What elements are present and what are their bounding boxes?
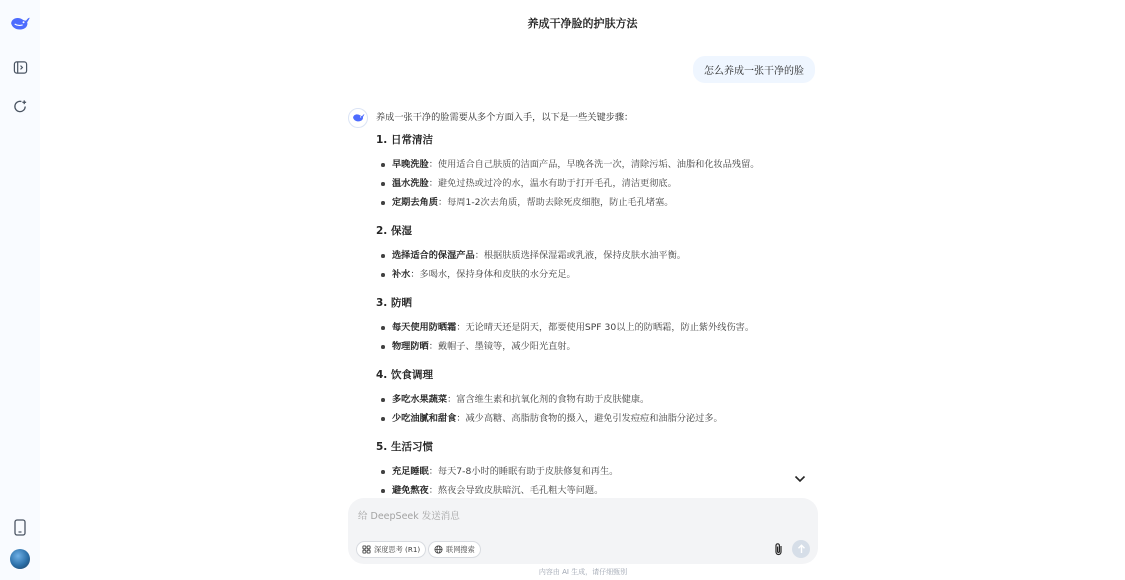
- section-list: [376, 155, 816, 212]
- globe-icon: [434, 545, 443, 554]
- item-term: 避免熬夜: [392, 485, 429, 496]
- list-item: [376, 462, 816, 481]
- section-heading: 5. 生活习惯: [376, 441, 433, 453]
- list-item: [376, 318, 816, 337]
- section-heading: 4. 饮食调理: [376, 369, 433, 381]
- item-term: 温水洗脸: [392, 178, 429, 189]
- open-sidebar-icon[interactable]: [9, 56, 31, 78]
- list-item: [376, 155, 816, 174]
- section-heading: 1. 日常清洁: [376, 134, 433, 146]
- list-item: [376, 174, 816, 193]
- attach-file-button[interactable]: [770, 541, 786, 557]
- deepseek-logo-icon[interactable]: [9, 13, 31, 35]
- section-heading: 3. 防晒: [376, 297, 412, 309]
- section-list: [376, 462, 816, 496]
- mobile-app-icon[interactable]: [9, 516, 31, 538]
- user-message: 怎么养成一张干净的脸: [693, 56, 815, 83]
- item-term: 每天使用防晒霜: [392, 322, 457, 333]
- item-term: 充足睡眠: [392, 466, 429, 477]
- list-item: [376, 409, 816, 428]
- section-list: [376, 390, 816, 428]
- item-term: 选择适合的保湿产品: [392, 250, 475, 261]
- scroll-to-bottom-button[interactable]: [790, 469, 810, 489]
- deep-think-icon: [362, 545, 371, 554]
- message-input[interactable]: [356, 506, 800, 532]
- item-text: ：无论晴天还是阴天，都要使用SPF 30以上的防晒霜，防止紫外线伤害。: [456, 322, 755, 333]
- list-item: [376, 390, 816, 409]
- item-term: 物理防晒: [392, 341, 429, 352]
- list-item: [376, 246, 816, 265]
- item-text: ：避免过热或过冷的水，温水有助于打开毛孔，清洁更彻底。: [428, 178, 677, 189]
- item-term: 早晚洗脸: [392, 159, 429, 170]
- arrow-up-icon: [797, 544, 806, 554]
- web-search-label: 联网搜索: [446, 544, 475, 554]
- list-item: [376, 481, 816, 496]
- answer-intro: 养成一张干净的脸需要从多个方面入手，以下是一些关键步骤：: [376, 112, 634, 123]
- deep-think-button[interactable]: [356, 541, 426, 558]
- paperclip-icon: [773, 542, 784, 556]
- item-term: 多吃水果蔬菜: [392, 394, 448, 405]
- assistant-avatar-icon: [348, 108, 368, 128]
- section-list: [376, 246, 816, 284]
- web-search-button[interactable]: [428, 541, 481, 558]
- item-text: ：减少高糖、高脂肪食物的摄入，避免引发痘痘和油脂分泌过多。: [456, 413, 723, 424]
- chat-title: 养成干净脸的护肤方法: [527, 17, 638, 30]
- section-list: [376, 318, 816, 356]
- item-text: ：富含维生素和抗氧化剂的食物有助于皮肤健康。: [447, 394, 650, 405]
- new-chat-icon[interactable]: [9, 95, 31, 117]
- item-text: ：根据肤质选择保湿霜或乳液，保持皮肤水油平衡。: [474, 250, 686, 261]
- item-text: ：戴帽子、墨镜等，减少阳光直射。: [428, 341, 576, 352]
- user-avatar[interactable]: [10, 549, 30, 569]
- item-term: 定期去角质: [392, 197, 438, 208]
- list-item: [376, 193, 816, 212]
- item-text: ：使用适合自己肤质的洁面产品，早晚各洗一次，清除污垢、油脂和化妆品残留。: [428, 159, 760, 170]
- item-text: ：每周1-2次去角质，帮助去除死皮细胞，防止毛孔堵塞。: [437, 197, 674, 208]
- item-text: ：每天7-8小时的睡眠有助于皮肤修复和再生。: [428, 466, 619, 477]
- ai-disclaimer: 内容由 AI 生成，请仔细甄别: [538, 568, 628, 576]
- message-composer: [348, 498, 818, 564]
- item-term: 补水: [392, 269, 411, 280]
- list-item: [376, 337, 816, 356]
- deep-think-label: 深度思考 (R1): [374, 544, 421, 554]
- item-term: 少吃油腻和甜食: [392, 413, 457, 424]
- item-text: ：熬夜会导致皮肤暗沉、毛孔粗大等问题。: [428, 485, 604, 496]
- list-item: [376, 265, 816, 284]
- item-text: ：多喝水，保持身体和皮肤的水分充足。: [410, 269, 576, 280]
- assistant-answer: [376, 108, 816, 496]
- chevron-down-icon: [794, 475, 806, 483]
- section-heading: 2. 保湿: [376, 225, 412, 237]
- sidebar: [0, 0, 40, 580]
- send-button[interactable]: [792, 540, 810, 558]
